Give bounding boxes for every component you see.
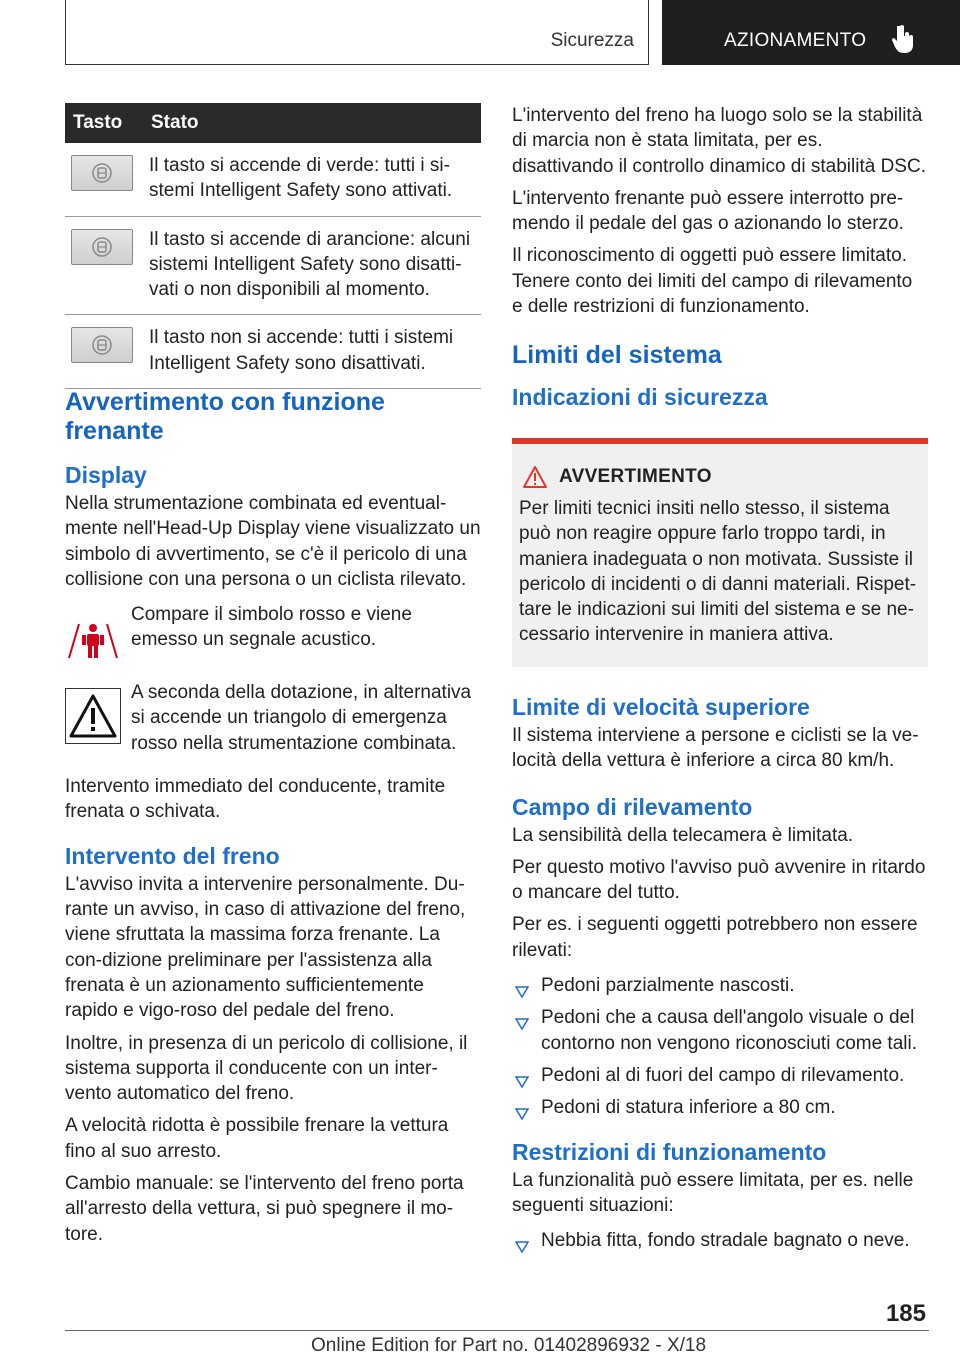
symbol-row-pedestrian	[65, 606, 481, 676]
symbol-row-triangle	[65, 676, 481, 768]
heading-safety-notes: Indicazioni di sicurezza	[512, 384, 768, 411]
paragraph-brake-3: A velocità ridotta è possibile frenare la vettura fino al suo arresto.	[65, 1115, 449, 1162]
key-status-table	[65, 103, 481, 389]
heading-speed-limit: Limite di velocità superiore	[512, 694, 810, 720]
table-row	[65, 216, 481, 315]
page-number: 185	[885, 1300, 926, 1327]
list-item: Pedoni parzialmente nascosti.	[512, 973, 928, 998]
table-cell-status: Il tasto si accende di verde: tutti i si-stemi Intelligent Safety sono attivati.	[145, 143, 481, 216]
table-header-key: Tasto	[65, 103, 145, 143]
paragraph-range-2: Per questo motivo l'avviso può avvenire in ritardo o mancare del tutto.	[512, 856, 926, 904]
header-chapter-tab[interactable]	[662, 0, 960, 65]
bullet-triangle-icon	[515, 1012, 529, 1037]
intelligent-safety-button-icon	[71, 229, 133, 265]
symbol1-text: Compare il simbolo rosso e viene emesso un segnale acustico.	[131, 604, 412, 651]
heading-function-restrictions: Restrizioni di funzionamento	[512, 1138, 827, 1165]
paragraph-range-1: La sensibilità della telecamera è limitata.	[512, 824, 854, 846]
list-item: Pedoni al di fuori del campo di rilevamento.	[512, 1063, 928, 1088]
bullet-triangle-icon	[515, 1102, 529, 1127]
warning-box	[512, 438, 928, 667]
heading-brake-intervention: Intervento del freno	[65, 842, 280, 869]
paragraph-display: Nella strumentazione combinata ed eventual-mente nell'Head-Up Display viene visualizzato un simbolo di avvertimento, se c'è il pericolo di una collisione con una persona o un ciclista rilevato.	[65, 493, 481, 590]
list-item: Nebbia fitta, fondo stradale bagnato o neve.	[512, 1228, 928, 1253]
warning-title: AVVERTIMENTO	[559, 466, 712, 487]
paragraph-brake-1: L'avviso invita a intervenire personalmente. Du-rante un avviso, in caso di attivazione del freno, viene sfruttata la massima forza frenante. La con-dizione preliminare per l'assistenza alla frenata è un azionamento sufficientemente rapido e vigo-roso del pedale del freno.	[65, 873, 466, 1022]
right-column-top	[512, 103, 928, 411]
footer-edition: Online Edition for Part no. 01402896932 - X/18	[311, 1335, 707, 1356]
intelligent-safety-button-icon	[71, 155, 133, 191]
header-frame	[65, 0, 649, 65]
warning-text: Per limiti tecnici insiti nello stesso, il sistema può non reagire oppure farlo troppo tardi, in maniera inadeguata o non motivata. Sussiste il pericolo di incidenti o di danni materiali. Rispet-tare le indicazioni sui limiti del sistema e se ne-cessario intervenire in maniera attiva.	[519, 498, 917, 646]
right-column-bottom	[512, 694, 928, 1260]
heading-system-limits: Limiti del sistema	[512, 341, 722, 370]
intelligent-safety-button-icon	[71, 327, 133, 363]
table-row	[65, 143, 481, 216]
header-chapter-label: AZIONAMENTO	[724, 30, 867, 51]
paragraph-right-3: Il riconoscimento di oggetti può essere limitato. Tenere conto dei limiti del campo di rilevamento e delle restrizioni di funzionamento.	[512, 245, 913, 318]
bullet-triangle-icon	[515, 1070, 529, 1095]
paragraph-right-1: L'intervento del freno ha luogo solo se la stabilità di marcia non è stata limitata, per es. disattivando il controllo dinamico di stabilità DSC.	[512, 105, 926, 177]
table-row	[65, 315, 481, 389]
hand-pointer-icon	[892, 24, 916, 59]
heading-display: Display	[65, 462, 147, 488]
heading-detection-range: Campo di rilevamento	[512, 793, 753, 820]
range-bullet-list	[512, 973, 928, 1120]
table-cell-status: Il tasto si accende di arancione: alcuni sistemi Intelligent Safety sono disatti-vati o non disponibili al momento.	[145, 216, 481, 315]
header-section-title: Sicurezza	[550, 30, 634, 51]
list-item: Pedoni che a causa dell'angolo visuale o del contorno non vengono riconosciuti come tali.	[512, 1005, 928, 1056]
heading-warning-brake: Avvertimento con funzione frenante	[65, 388, 385, 445]
paragraph-restrict: La funzionalità può essere limitata, per es. nelle seguenti situazioni:	[512, 1169, 914, 1216]
bullet-triangle-icon	[515, 980, 529, 1005]
paragraph-intervention: Intervento immediato del conducente, tramite frenata o schivata.	[65, 776, 446, 823]
paragraph-right-2: L'intervento frenante può essere interrotto pre-mendo il pedale del gas o azionando lo sterzo.	[512, 187, 904, 235]
warning-triangle-icon	[522, 465, 548, 494]
warning-triangle-icon	[65, 688, 121, 749]
table-header-row	[65, 103, 481, 143]
list-item: Pedoni di statura inferiore a 80 cm.	[512, 1095, 928, 1120]
table-cell-status: Il tasto non si accende: tutti i sistemi Intelligent Safety sono disattivati.	[145, 315, 481, 389]
pedestrian-warning-icon	[65, 614, 121, 669]
bullet-triangle-icon	[515, 1235, 529, 1260]
left-column	[65, 388, 481, 1254]
table-header-status: Stato	[145, 103, 481, 143]
paragraph-brake-2: Inoltre, in presenza di un pericolo di collisione, il sistema supporta il conducente con un inter-vento automatico del freno.	[65, 1032, 468, 1105]
restrict-bullet-list	[512, 1228, 928, 1253]
paragraph-speed: Il sistema interviene a persone e ciclisti se la ve-locità della vettura è inferiore a circa 80 km/h.	[512, 725, 919, 772]
paragraph-range-3: Per es. i seguenti oggetti potrebbero non essere rilevati:	[512, 914, 918, 961]
footer-divider	[65, 1330, 929, 1331]
symbol2-text: A seconda della dotazione, in alternativa si accende un triangolo di emergenza rosso nella strumentazione combinata.	[131, 682, 472, 754]
paragraph-brake-4: Cambio manuale: se l'intervento del freno porta all'arresto della vettura, si può spegnere il mo-tore.	[65, 1173, 464, 1245]
